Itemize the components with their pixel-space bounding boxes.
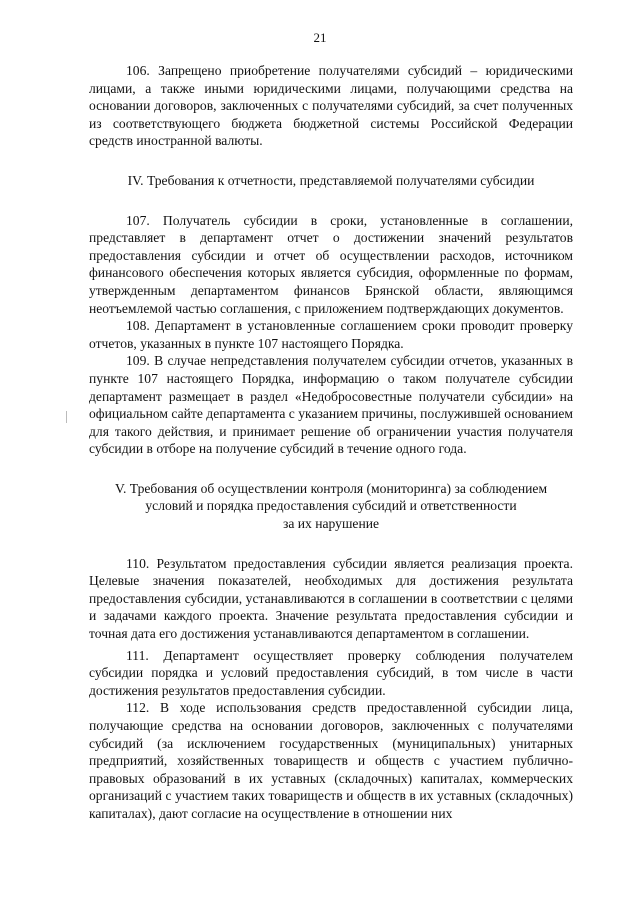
section-v-heading-line-3: за их нарушение bbox=[282, 516, 380, 532]
page-number: 21 bbox=[313, 30, 327, 45]
section-v-heading-line-1: V. Требования об осуществлении контроля (мониторинга) за соблюдением bbox=[114, 480, 548, 496]
paragraph-107: 107. Получатель субсидии в сроки, установленные в соглашении, представляет в департамент отчет о достижении значений результатов предоставления субсидии и отчет об осуществлении расходов, источником финансового обеспечения которых является субсидия, оформленные по формам, утвержденным департаментом финансов Брянской области, являющимся неотъемлемой частью соглашения, с приложением подтверждающих документов. bbox=[89, 212, 573, 316]
paragraph-110: 110. Результатом предоставления субсидии является реализация проекта. Целевые значения показателей, необходимых для достижения результата предоставления субсидии, устанавливаются в соглашении в соответствии с целями и задачами каждого проекта. Значение результата предоставления субсидии и точная дата его достижения устанавливаются департаментом в соглашении. bbox=[89, 555, 573, 642]
section-iv-heading: IV. Требования к отчетности, представляемой получателями субсидии bbox=[127, 172, 535, 188]
paragraph-106: 106. Запрещено приобретение получателями субсидий – юридическими лицами, а также иными юридическими лицами, получающими средства на основании договоров, заключенных с получателями субсидий, за счет полученных из соответствующего бюджета бюджетной системы Российской Федерации средств иностранной валюты. bbox=[89, 63, 573, 149]
margin-mark bbox=[66, 411, 67, 423]
section-v-heading-line-2: условий и порядка предоставления субсидий и ответственности bbox=[145, 498, 517, 514]
paragraph-111: 111. Департамент осуществляет проверку соблюдения получателем субсидии порядка и условий предоставления субсидий, в том числе в части достижения результатов предоставления субсидии. bbox=[89, 647, 573, 698]
paragraph-109: 109. В случае непредставления получателем субсидии отчетов, указанных в пункте 107 настоящего Порядка, информацию о таком получателе субсидии департамент размещает в раздел «Недобросовестные получатели субсидии» на официальном сайте департамента с указанием причины, послужившей основанием для такого действия, и принимает решение об ограничении участия получателя субсидии в отборе на получение субсидий в течение одного года. bbox=[89, 353, 573, 457]
section-v-heading bbox=[89, 480, 573, 533]
paragraph-108: 108. Департамент в установленные соглашением сроки проводит проверку отчетов, указанных в пункте 107 настоящего Порядка. bbox=[89, 318, 573, 351]
paragraph-112: 112. В ходе использования средств предоставленной субсидии лица, получающие средства на основании договоров, заключенных с получателями субсидий (за исключением государственных (муниципальных) унитарных предприятий, хозяйственных товариществ и обществ с участием публично-правовых образований в их уставных (складочных) капиталах, коммерческих организаций с участием таких товариществ и обществ в их уставных (складочных) капиталах), дают согласие на осуществление в отношении них bbox=[89, 700, 573, 821]
document-body bbox=[89, 62, 573, 823]
